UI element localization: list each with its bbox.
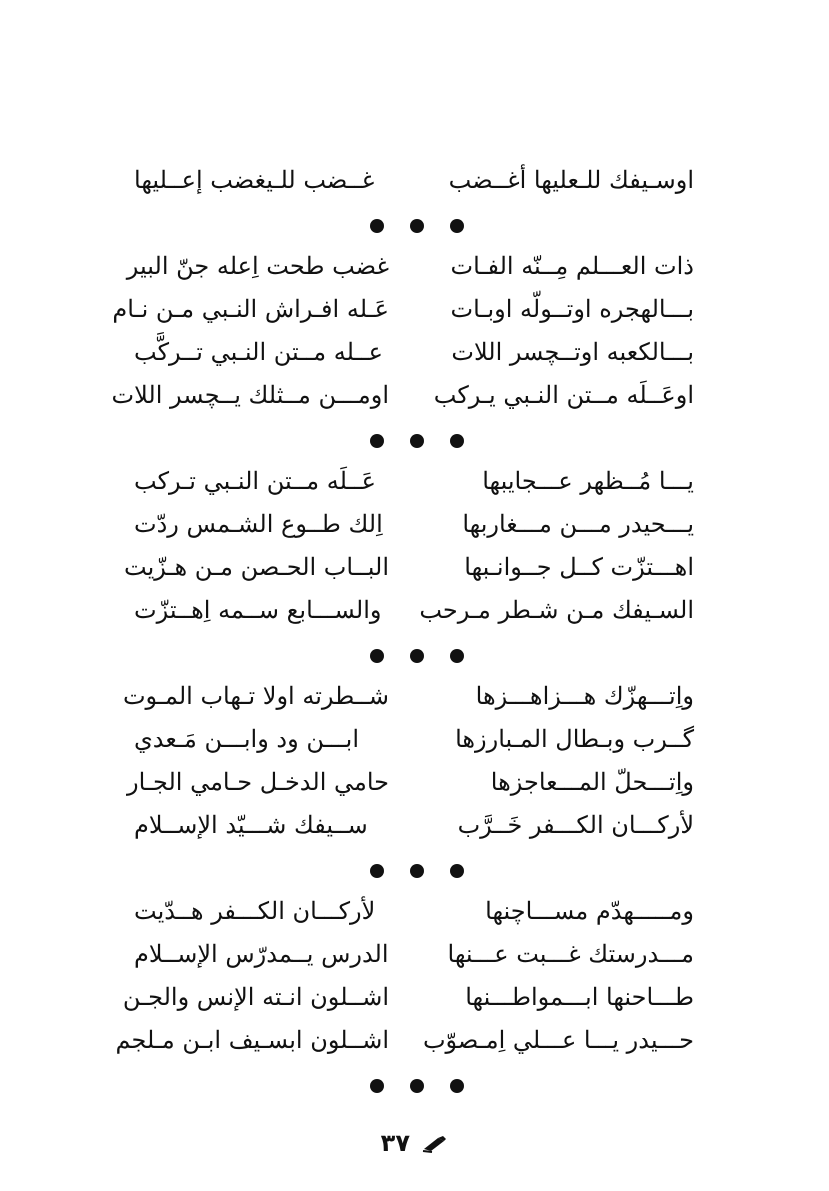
separator-dot-icon (450, 434, 464, 448)
first-hemistich: والســـابع ســمه اِهــتزّت (134, 596, 382, 624)
second-hemistich: واِتـــهزّك هـــزاهـــزها (475, 682, 694, 710)
first-hemistich: البــاب الحـصن مـن هـزّيت (124, 553, 389, 581)
first-hemistich: ســيفك شـــيّد الإســلام (134, 811, 368, 839)
verse-line (0, 504, 829, 547)
first-hemistich: لأركـــان الكـــفر هــدّيت (134, 897, 376, 925)
pen-ornament-icon (422, 1135, 448, 1153)
second-hemistich: مـــدرستك غـــبت عـــنها (447, 940, 694, 968)
verse-line (0, 719, 829, 762)
separator-dot-icon (370, 1079, 384, 1093)
verse-line (0, 332, 829, 375)
verse-line (0, 1020, 829, 1063)
second-hemistich: حـــيدر يـــا عـــلي اِمـصوّب (422, 1026, 694, 1054)
second-hemistich: بـــالكعبه اوتــچسر اللات (451, 338, 694, 366)
verse-line (0, 160, 829, 203)
separator-dot-icon (450, 864, 464, 878)
first-hemistich: اشــلون ابسـيف ابـن مـلجم (115, 1026, 389, 1054)
second-hemistich: طـــاحنها ابـــمواطـــنها (465, 983, 694, 1011)
page-number-text: ٣٧ (380, 1129, 410, 1157)
separator-dot-icon (370, 864, 384, 878)
stanza-separator (0, 633, 829, 676)
separator-dot-icon (450, 219, 464, 233)
verse-line (0, 289, 829, 332)
second-hemistich: السـيفك مـن شـطر مـرحب (419, 596, 694, 624)
first-hemistich: اشــلون انـته الإنس والجـن (122, 983, 389, 1011)
separator-dot-icon (410, 219, 424, 233)
separator-dot-icon (450, 1079, 464, 1093)
second-hemistich: گــرب وبـطال المـبارزها (455, 725, 694, 753)
separator-dot-icon (410, 1079, 424, 1093)
separator-dot-icon (370, 219, 384, 233)
verse-line (0, 461, 829, 504)
second-hemistich: اهـــتزّت كــل جــوانـبها (464, 553, 694, 581)
stanza-separator (0, 848, 829, 891)
second-hemistich: ذات العـــلم مِــنّه الفـات (450, 252, 694, 280)
separator-dot-icon (370, 434, 384, 448)
verse-line (0, 246, 829, 289)
verse-line (0, 934, 829, 977)
verse-line (0, 891, 829, 934)
verse-line (0, 375, 829, 418)
stanza-separator (0, 418, 829, 461)
second-hemistich: واِتـــحلّ المـــعاجزها (490, 768, 694, 796)
first-hemistich: غضب طحت اِعله جنّ البير (126, 252, 389, 280)
second-hemistich: يـــا مُــظهر عـــجايبها (482, 467, 694, 495)
second-hemistich: ومـــــهدّم مســـاچنها (485, 897, 694, 925)
first-hemistich: عــله مــتن النـبي تــركَّب (134, 338, 383, 366)
second-hemistich: بـــالهجره اوتــولّه اوبـات (450, 295, 694, 323)
first-hemistich: غــضب للـيغضب إعــليها (134, 166, 375, 194)
first-hemistich: اِلك طــوع الشـمس ردّت (134, 510, 383, 538)
first-hemistich: اومـــن مــثلك يــچسر اللات (111, 381, 389, 409)
separator-dot-icon (410, 864, 424, 878)
verse-line (0, 590, 829, 633)
first-hemistich: عَــلَه مــتن النـبي تـركب (134, 467, 376, 495)
separator-dot-icon (450, 649, 464, 663)
verse-line (0, 676, 829, 719)
first-hemistich: شــطرته اولا تـهاب المـوت (122, 682, 389, 710)
second-hemistich: لأركـــان الكـــفر خَــرَّب (457, 811, 694, 839)
second-hemistich: يـــحيدر مـــن مـــغاربها (462, 510, 694, 538)
separator-dot-icon (410, 434, 424, 448)
first-hemistich: حامي الدخـل حـامي الجـار (127, 768, 389, 796)
first-hemistich: عَـله افـراش النـبي مـن نـام (112, 295, 389, 323)
stanza-separator (0, 1063, 829, 1106)
second-hemistich: اوعَــلَه مــتن النـبي يـركب (433, 381, 694, 409)
verse-line (0, 547, 829, 590)
first-hemistich: ابـــن ود وابـــن مَـعدي (134, 725, 360, 753)
poem (0, 160, 829, 1106)
stanza-separator (0, 203, 829, 246)
separator-dot-icon (410, 649, 424, 663)
first-hemistich: الدرس يــمدرّس الإســلام (134, 940, 389, 968)
separator-dot-icon (370, 649, 384, 663)
verse-line (0, 805, 829, 848)
verse-line (0, 762, 829, 805)
verse-line (0, 977, 829, 1020)
second-hemistich: اوسـيفك للـعليها أغــضب (448, 166, 694, 194)
page-number (0, 1128, 829, 1158)
